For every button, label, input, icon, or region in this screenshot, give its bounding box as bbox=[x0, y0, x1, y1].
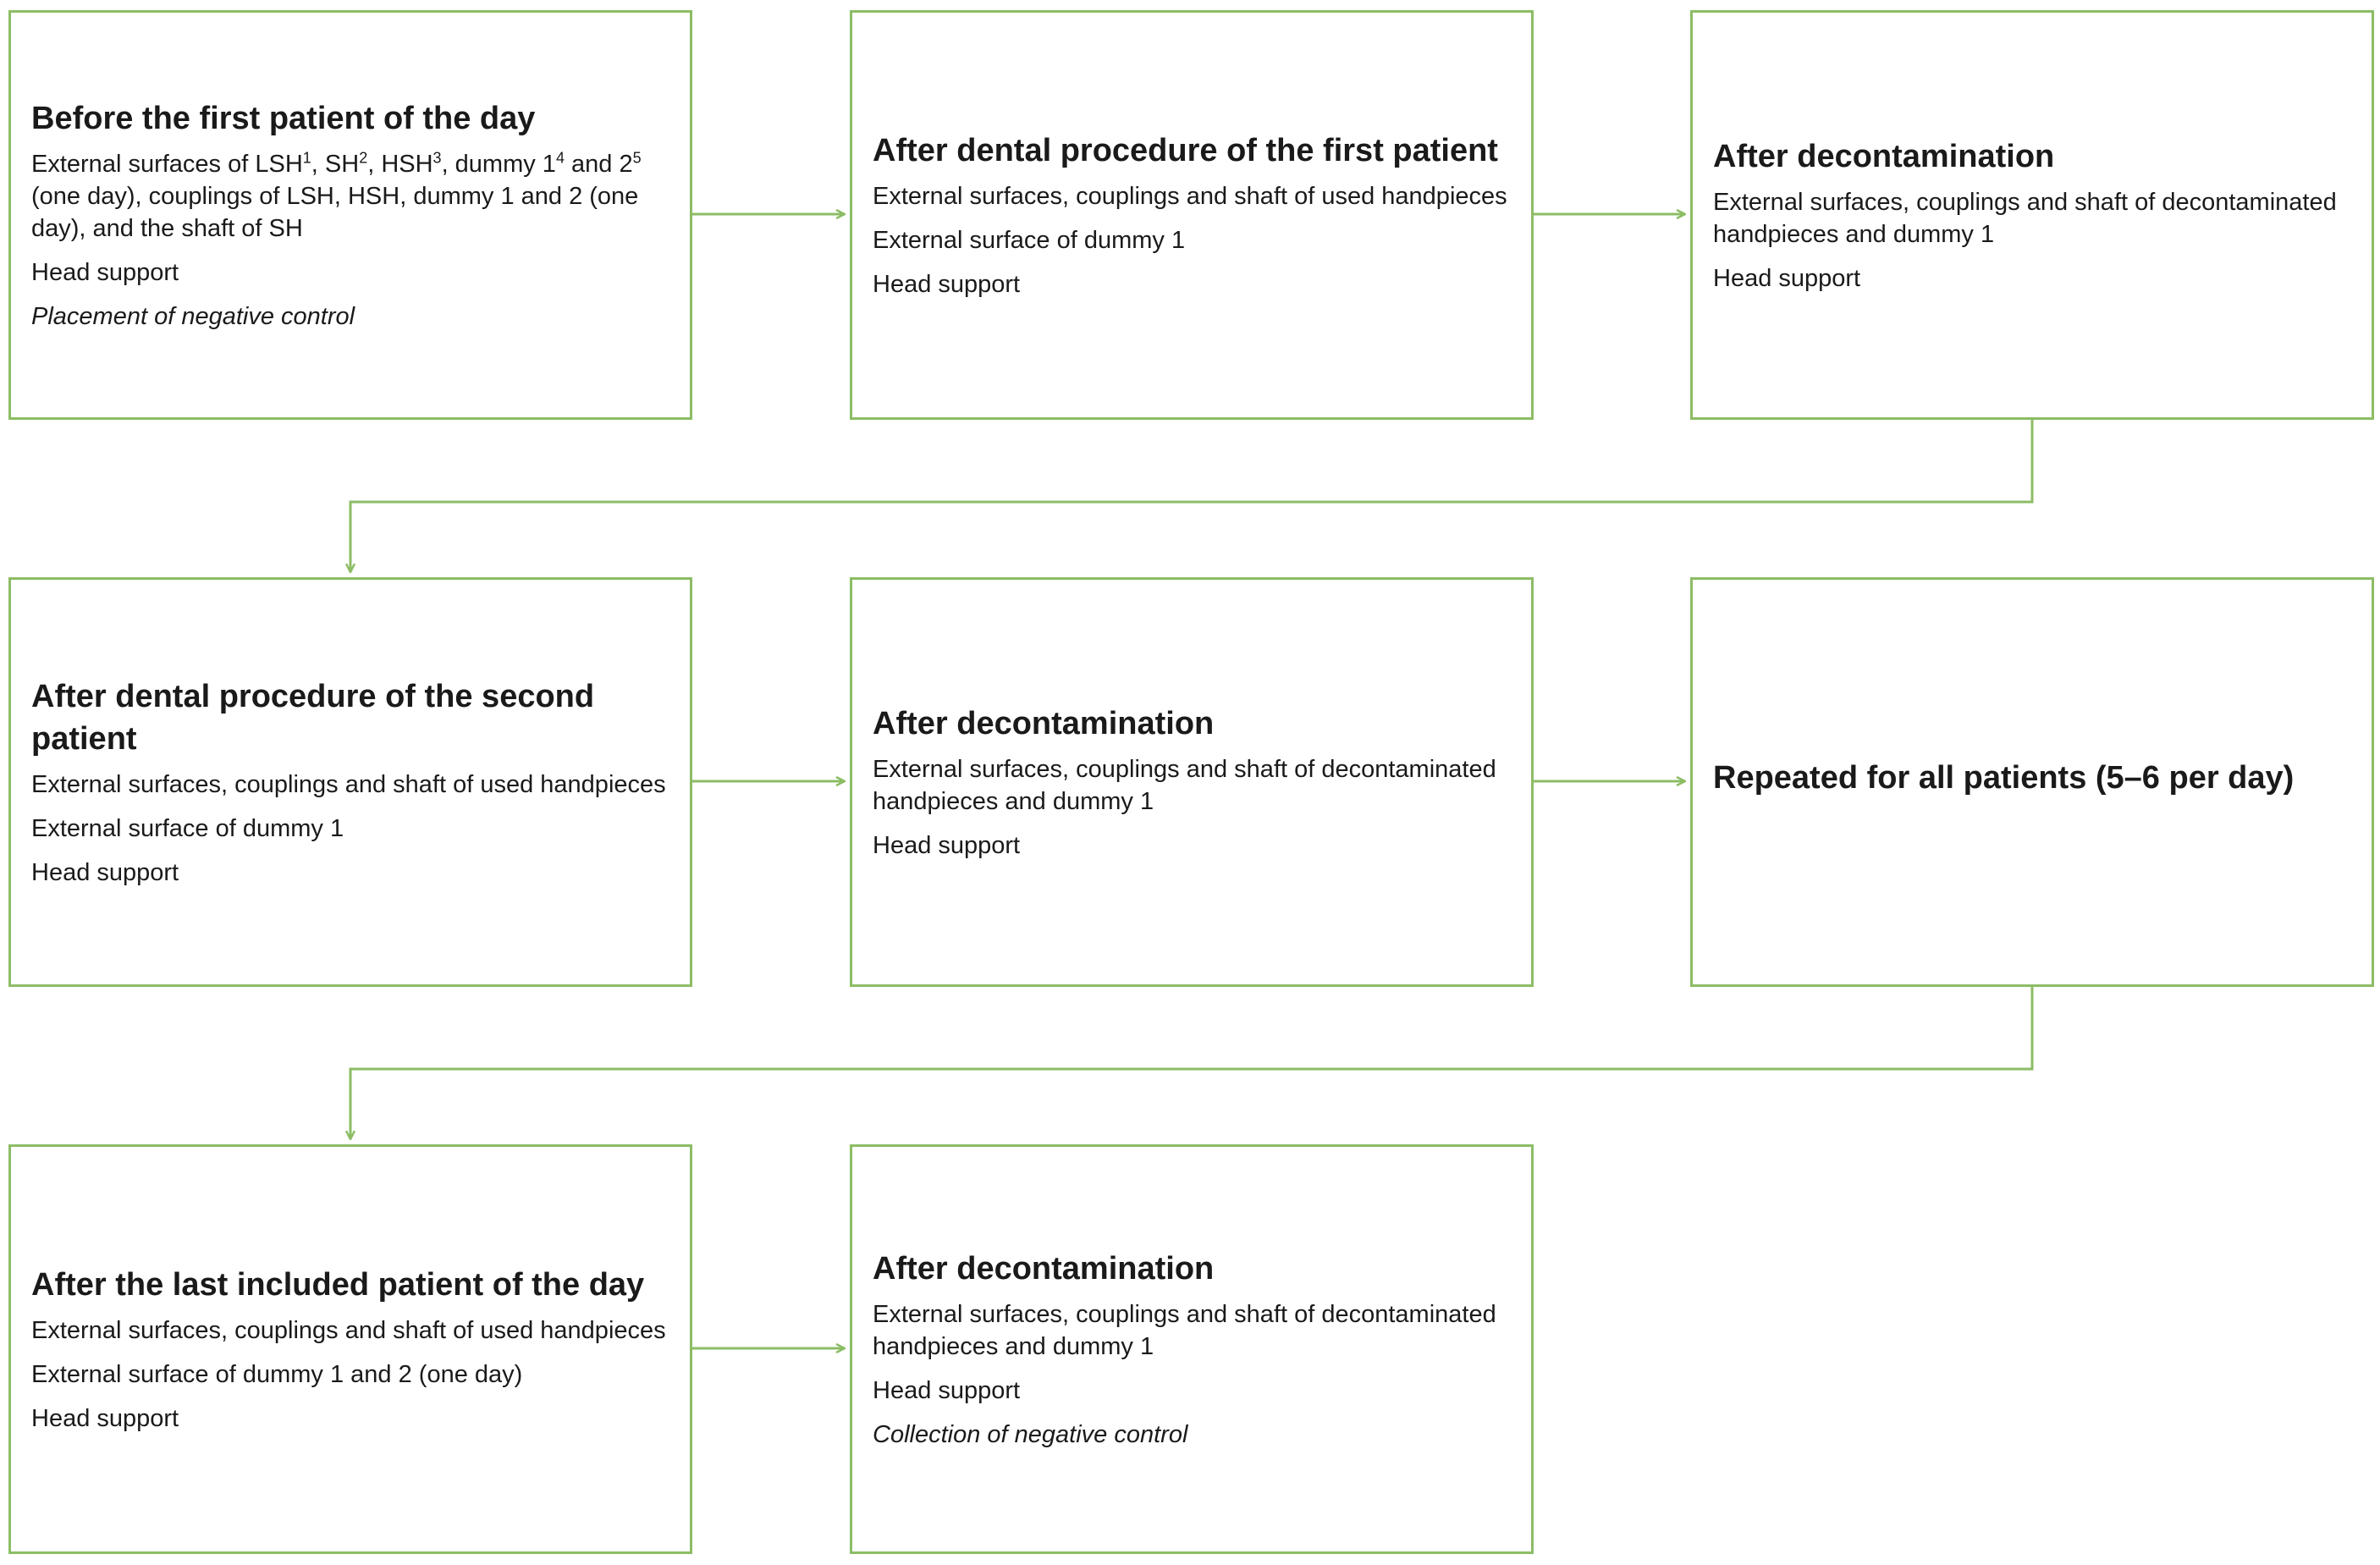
flow-box-after-last-patient bbox=[8, 1144, 692, 1554]
flow-box-item: Head support bbox=[31, 259, 179, 286]
flow-box-item: External surfaces, couplings and shaft of used handpieces bbox=[31, 771, 666, 798]
flow-box-title: After decontamination bbox=[873, 1251, 1215, 1287]
flow-box-after-first-procedure bbox=[850, 10, 1534, 420]
flow-box-item: Head support bbox=[873, 1377, 1021, 1404]
flow-box-after-decontamination-1 bbox=[1690, 10, 2374, 420]
flow-box-item: External surface of dummy 1 and 2 (one day) bbox=[31, 1361, 523, 1388]
flow-box-item: Head support bbox=[873, 271, 1021, 298]
flow-arrow-5 bbox=[350, 987, 2032, 1139]
flow-box-item: External surfaces, couplings and shaft of used handpieces bbox=[873, 183, 1507, 210]
flow-box-item: External surfaces of LSH$^1$, $SH^2$, HSH$^3$, dummy $1^4$ and $2^5$ (one day), couplings of LSH, HSH, dummy 1 and 2 (one day), and the shaft of SH bbox=[31, 149, 642, 242]
flow-box-item: External surface of dummy 1 bbox=[31, 815, 344, 842]
flow-box-item: Head support bbox=[31, 859, 179, 886]
flow-box-item: External surfaces, couplings and shaft of decontaminated handpieces and dummy 1 bbox=[873, 1301, 1496, 1360]
flow-box-item: Collection of negative control bbox=[873, 1421, 1188, 1448]
flow-box-item: Head support bbox=[1713, 265, 1861, 292]
flow-box-title: After decontamination bbox=[1713, 139, 2055, 174]
flow-box-item: External surfaces, couplings and shaft of decontaminated handpieces and dummy 1 bbox=[1713, 189, 2337, 248]
flow-box-title: Before the first patient of the day bbox=[31, 101, 536, 136]
flow-box-title: After dental procedure of the first patient bbox=[873, 133, 1498, 168]
flow-box-before-first-patient bbox=[8, 10, 692, 420]
flow-box-after-decontamination-3 bbox=[850, 1144, 1534, 1554]
flow-box-repeated-all-patients bbox=[1690, 577, 2374, 987]
flow-arrow-2 bbox=[350, 420, 2032, 572]
flow-box-item: Placement of negative control bbox=[31, 303, 355, 330]
flow-box-item: External surface of dummy 1 bbox=[873, 227, 1186, 254]
flow-box-item: External surfaces, couplings and shaft of decontaminated handpieces and dummy 1 bbox=[873, 756, 1496, 815]
flow-box-after-decontamination-2 bbox=[850, 577, 1534, 987]
flow-box-title: After decontamination bbox=[873, 706, 1215, 741]
flow-box-item: Head support bbox=[873, 832, 1021, 859]
flow-box-item: Head support bbox=[31, 1405, 179, 1432]
flow-box-after-second-procedure bbox=[8, 577, 692, 987]
flow-box-item: External surfaces, couplings and shaft of used handpieces bbox=[31, 1317, 666, 1344]
flow-box-title: After the last included patient of the day bbox=[31, 1267, 645, 1303]
flow-box-title: After dental procedure of the second patient bbox=[31, 679, 595, 757]
flow-box-title: Repeated for all patients (5–6 per day) bbox=[1713, 760, 2295, 796]
